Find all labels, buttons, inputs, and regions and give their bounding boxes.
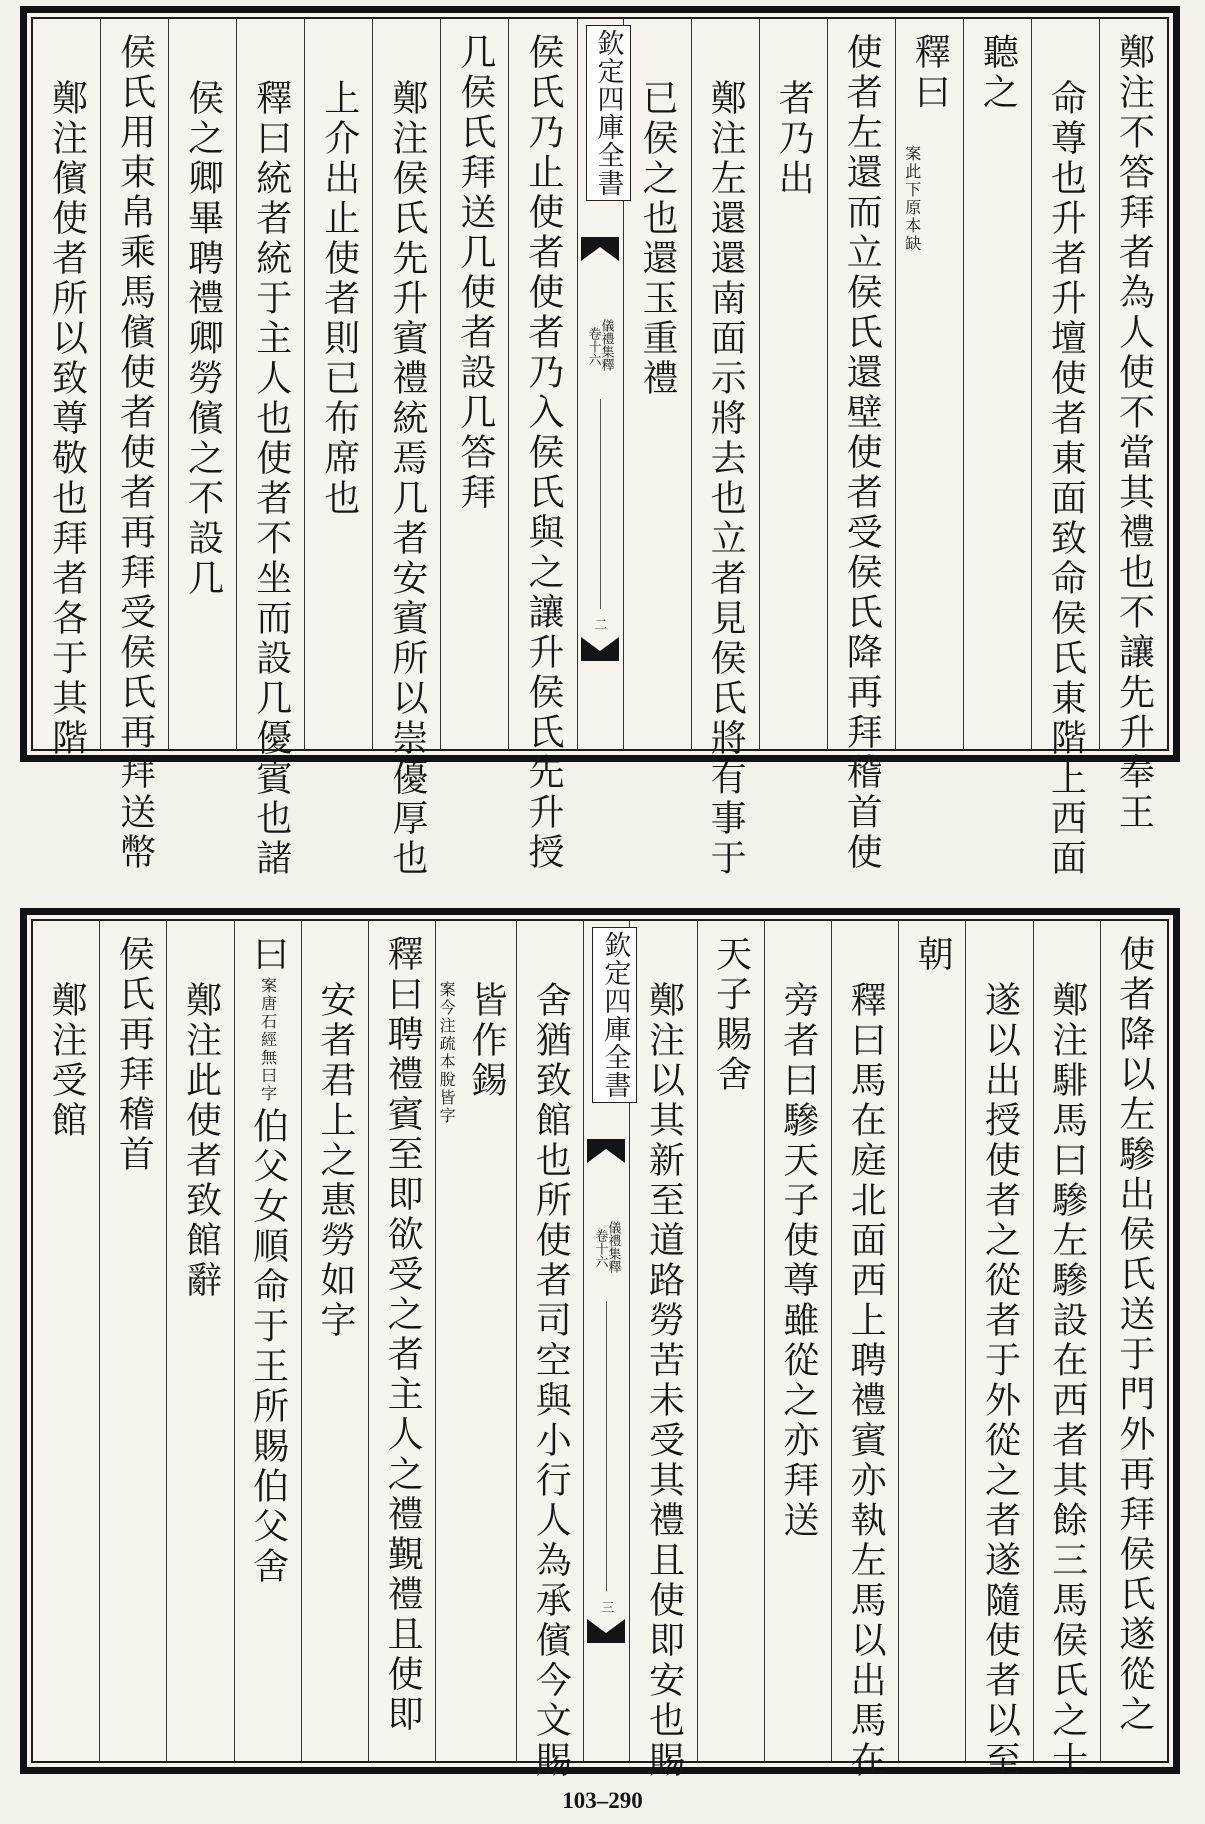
text-column: 侯氏乃止使者使者乃入侯氏與之讓升侯氏先升授 [508,19,576,749]
text-column: 使者左還而立侯氏還壁使者受侯氏降再拜稽首使 [827,19,895,749]
text-column: 鄭注受館 [46,981,88,1141]
text-column: 命尊也升者升壇使者東面致命侯氏東階上西面 [1031,19,1099,749]
volume-page-number: 103–290 [562,1788,643,1813]
text-column: 遂以出授使者之從者于外從之者遂隨使者以至 [965,921,1032,1761]
text-column: 鄭注以其新至道路勞苦未受其禮且使即安也賜 [629,921,696,1761]
book-title: 儀禮集釋 [598,319,614,371]
book-spine [577,19,623,749]
text-column: 釋曰統者統于主人也使者不坐而設几優賓也諸 [236,19,304,749]
text-column: 者乃出 [759,19,827,749]
editorial-note: 案此下原本缺 [902,145,922,253]
series-title: 欽定四庫全書 [592,927,637,1103]
text-column: 鄭注騑馬曰驂左驂設在西者其餘三馬侯氏之士 [1033,921,1100,1761]
text-column: 鄭注不答拜者為人使不當其禮也不讓先升奉王 [1099,19,1167,749]
column-text: 皆作錫 [466,981,508,1101]
page-top-frame [31,17,1169,879]
spine-rule [600,399,601,609]
text-column: 鄭注侯氏先升賓禮統焉几者安賓所以崇優厚也 [372,19,440,749]
spine-rule [606,1301,607,1591]
column-text: 曰 [247,935,289,975]
fish-tail-mark-icon [581,637,619,661]
text-column-with-note [435,921,516,1761]
book-title: 儀禮集釋 [605,1221,621,1273]
juan-number: 卷十六 [592,1229,608,1268]
text-column: 釋曰聘禮賓至即欲受之者主人之禮覲禮且使即 [368,921,435,1761]
text-column: 使者降以左驂出侯氏送于門外再拜侯氏遂從之 [1100,921,1167,1761]
juan-number: 卷十六 [585,327,601,366]
text-column: 侯氏用束帛乘馬儐使者使者再拜受侯氏再拜送幣 [100,19,168,749]
text-column: 鄭注此使者致館辭 [166,921,233,1761]
text-column: 侯之卿畢聘禮卿勞儐之不設几 [168,19,236,749]
column-text: 釋曰 [909,33,951,113]
text-column: 安者君上之惠勞如字 [301,921,368,1761]
page-number: 三 [601,1601,615,1616]
fish-tail-mark-icon [587,1139,625,1163]
text-column: 侯氏再拜稽首 [99,921,166,1761]
text-column: 鄭注左還還南面示將去也立者見侯氏將有事于 [691,19,759,749]
editorial-note: 案唐石經無曰字 [258,977,278,1103]
text-column: 几侯氏拜送几使者設几答拜 [440,19,508,749]
text-column: 天子賜舍 [697,921,764,1761]
page-top [20,6,1180,879]
page-bottom-frame [31,919,1169,1781]
fish-tail-mark-icon [587,1619,625,1643]
text-column: 上介出止使者則已布席也 [304,19,372,749]
text-column: 朝 [898,921,965,1761]
fish-tail-mark-icon [581,237,619,261]
page-number: 二 [594,618,608,633]
text-column: 旁者曰驂天子使尊雖從之亦拜送 [764,921,831,1761]
text-column: 舍猶致館也所使者司空與小行人為承儐今文賜 [516,921,583,1761]
text-column: 聽之 [963,19,1031,749]
text-column: 鄭注儐使者所以致尊敬也拜者各于其階 [46,79,88,759]
text-column: 已侯之也還玉重禮 [623,19,691,749]
series-title: 欽定四庫全書 [586,25,631,201]
text-column: 釋曰馬在庭北面西上聘禮賓亦執左馬以出馬在 [831,921,898,1761]
text-column-with-note [895,19,963,749]
column-text-continued: 伯父女順命于王所賜伯父舍 [247,1107,289,1587]
text-column-with-note [234,921,301,1761]
page-bottom [20,908,1180,1781]
editorial-note: 案今注疏本脫皆字 [437,981,457,1125]
book-spine [583,921,629,1761]
